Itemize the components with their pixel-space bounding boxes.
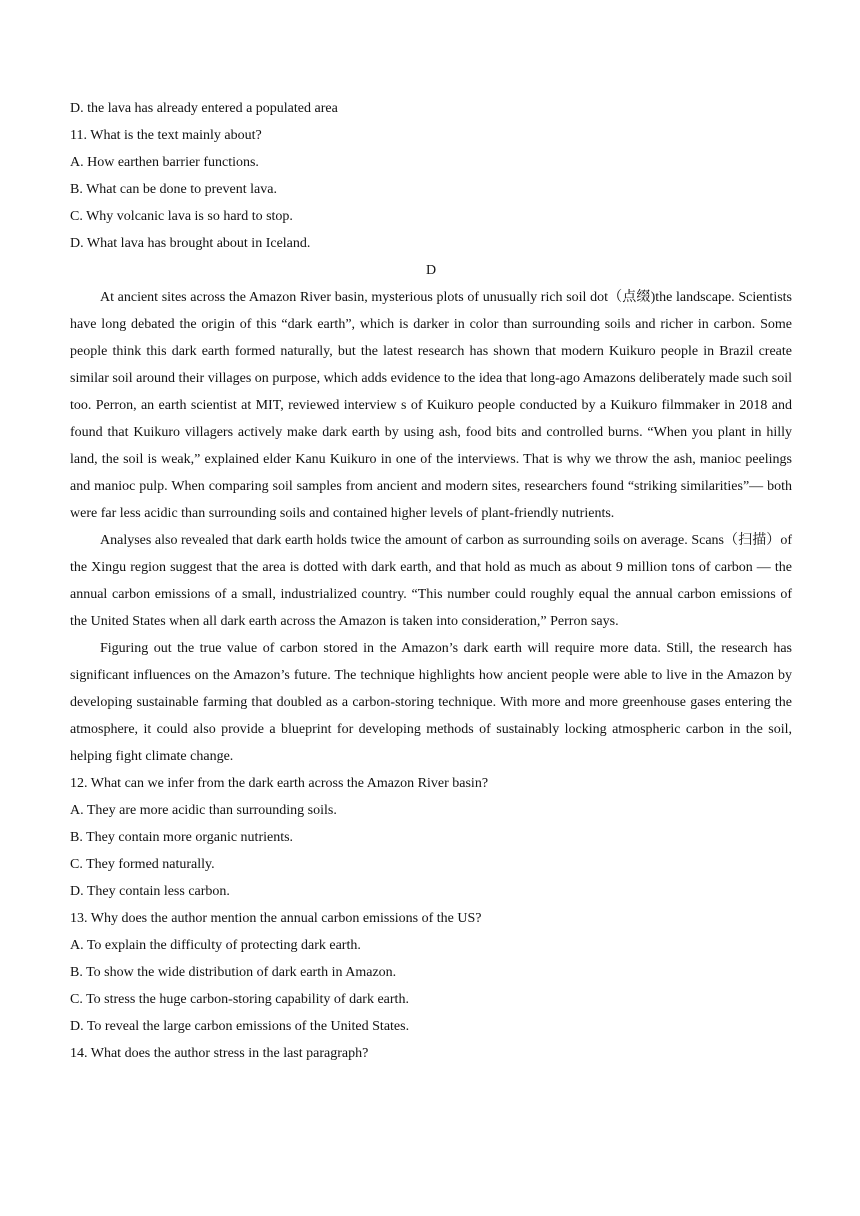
passage-d-paragraph-2: Analyses also revealed that dark earth holds twice the amount of carbon as surrounding soils on average. Scans（扫描）of the Xingu region suggest that the area is dotted with dark earth, and that hold as much as about 9 million tons of carbon — the annual carbon emissions of a small, industrialized country. “This number could roughly equal the annual carbon emissions of the United States when all dark earth across the Amazon is taken into consideration,” Perron says. [70, 533, 792, 629]
q12-question: 12. What can we infer from the dark earth across the Amazon River basin? [70, 776, 489, 791]
q13-option-c: C. To stress the huge carbon-storing capability of dark earth. [70, 992, 409, 1007]
q11-option-b: B. What can be done to prevent lava. [70, 182, 277, 197]
q12-option-b: B. They contain more organic nutrients. [70, 830, 294, 845]
passage-d-heading: D [425, 263, 437, 278]
q12-option-d: D. They contain less carbon. [70, 884, 230, 899]
q10-option-d: D. the lava has already entered a populated area [70, 101, 338, 116]
page-content [70, 95, 792, 1067]
passage-d-paragraph-3: Figuring out the true value of carbon stored in the Amazon’s dark earth will require more data. Still, the research has significant influences on the Amazon’s future. The technique highlights how ancient people were able to live in the Amazon by developing sustainable farming that doubled as a carbon-storing technique. With more and more greenhouse gases entering the atmosphere, it could also provide a blueprint for developing methods of sustainably locking atmospheric carbon in the soil, helping fight climate change. [70, 641, 792, 764]
q11-option-c: C. Why volcanic lava is so hard to stop. [70, 209, 293, 224]
q14-question: 14. What does the author stress in the last paragraph? [70, 1046, 369, 1061]
passage-d-paragraph-1: At ancient sites across the Amazon River basin, mysterious plots of unusually rich soil dot（点缀)the landscape. Scientists have long debated the origin of this “dark earth”, which is darker in color than surrounding soils and richer in carbon. Some people think this dark earth formed naturally, but the latest research has shown that modern Kuikuro people in Brazil create similar soil around their villages on purpose, which adds evidence to the idea that long-ago Amazons deliberately made such soil too. Perron, an earth scientist at MIT, reviewed interview s of Kuikuro people conducted by a Kuikuro filmmaker in 2018 and found that Kuikuro villagers actively make dark earth by using ash, food bits and controlled burns. “When you plant in hilly land, the soil is weak,” explained elder Kanu Kuikuro in one of the interviews. That is why we throw the ash, manioc peelings and manioc pulp. When comparing soil samples from ancient and modern sites, researchers found “striking similarities”— both were far less acidic than surrounding soils and contained higher levels of plant-friendly nutrients. [70, 290, 792, 521]
q11-option-a: A. How earthen barrier functions. [70, 155, 259, 170]
q13-option-d: D. To reveal the large carbon emissions of the United States. [70, 1019, 410, 1034]
q13-option-a: A. To explain the difficulty of protecting dark earth. [70, 938, 361, 953]
q13-question: 13. Why does the author mention the annual carbon emissions of the US? [70, 911, 482, 926]
q11-question: 11. What is the text mainly about? [70, 128, 262, 143]
q12-option-c: C. They formed naturally. [70, 857, 215, 872]
q12-option-a: A. They are more acidic than surrounding soils. [70, 803, 337, 818]
q13-option-b: B. To show the wide distribution of dark earth in Amazon. [70, 965, 397, 980]
q11-option-d: D. What lava has brought about in Iceland. [70, 236, 311, 251]
